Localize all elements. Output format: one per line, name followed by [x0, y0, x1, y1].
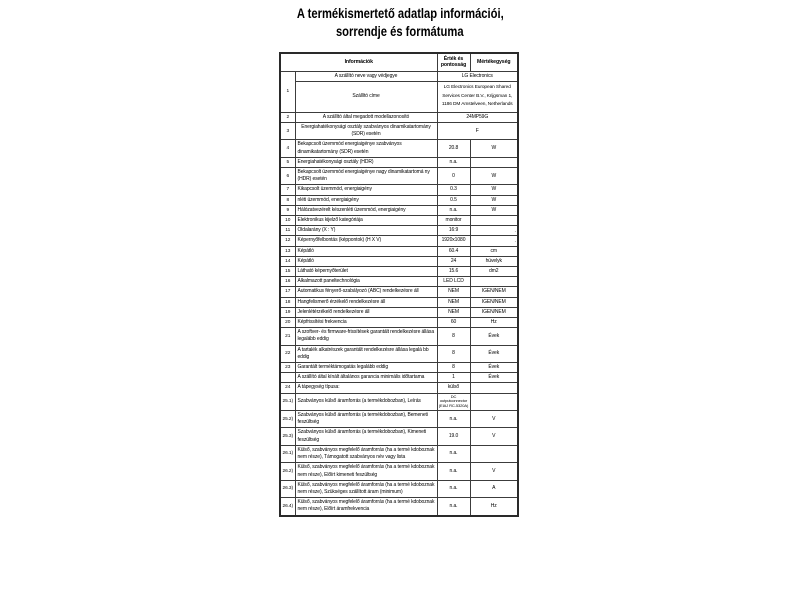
- table-row: [280, 267, 518, 277]
- info-cell: Alkalmazott paneltechnológia: [295, 277, 437, 287]
- table-row: [280, 71, 518, 81]
- table-row: [280, 168, 518, 185]
- value-cell: 8: [437, 328, 470, 345]
- row-number: 4: [280, 140, 295, 157]
- info-cell: Jelenlétérzékelő rendelkezésre áll: [295, 307, 437, 317]
- page-title-line1: A termékismertető adatlap információi,: [296, 5, 504, 21]
- info-cell: Hangfelismerő érzékelő rendelkezésre áll: [295, 297, 437, 307]
- value-cell: n.a.: [437, 480, 470, 497]
- row-number: 20: [280, 318, 295, 328]
- info-cell: Bekapcsolt üzemmód energiaigénye szabványos dinamikatartomány (SDR) esetén: [295, 140, 437, 157]
- info-cell: A tápegység típusa:: [295, 383, 437, 393]
- row-number: 26.3): [280, 480, 295, 497]
- value-cell: 1920x1080: [437, 236, 470, 246]
- table-row: [280, 463, 518, 480]
- value-cell: F: [437, 123, 518, 140]
- info-cell: Automatikus fényerő-szabályozó (ABC) rendelkezésre áll: [295, 287, 437, 297]
- header-value: Érték és pontosság: [437, 53, 470, 71]
- value-cell: 24MP59G: [437, 112, 518, 122]
- table-row: [280, 373, 518, 383]
- unit-cell: A: [470, 480, 518, 497]
- info-cell: Elektronikus kijelző kategóriája: [295, 216, 437, 226]
- info-cell: Bekapcsolt üzemmód energiaigénye nagy dinamikatartomá ny (HDR) esetén: [295, 168, 437, 185]
- row-number: 25.3): [280, 428, 295, 445]
- info-cell: nléti üzemmód, energiaigény: [295, 195, 437, 205]
- info-cell: Oldalarány (X : Y): [295, 226, 437, 236]
- table-row: [280, 140, 518, 157]
- row-number: 21: [280, 328, 295, 345]
- table-row: [280, 363, 518, 373]
- unit-cell: V: [470, 411, 518, 428]
- table-row: [280, 226, 518, 236]
- row-number: 11: [280, 226, 295, 236]
- row-number: [280, 373, 295, 383]
- row-number: 7: [280, 185, 295, 195]
- row-number: 6: [280, 168, 295, 185]
- value-cell: 20.8: [437, 140, 470, 157]
- unit-cell: W: [470, 205, 518, 215]
- header-info: Információk: [280, 53, 437, 71]
- table-row: [280, 123, 518, 140]
- unit-cell: V: [470, 428, 518, 445]
- table-row: [280, 328, 518, 345]
- table-row: [280, 216, 518, 226]
- unit-cell: [470, 445, 518, 462]
- info-cell: Energiahatékonysági osztály (HDR): [295, 157, 437, 167]
- value-cell: 24: [437, 256, 470, 266]
- unit-cell: [470, 383, 518, 393]
- value-cell: NEM: [437, 287, 470, 297]
- table-row: [280, 246, 518, 256]
- unit-cell: [470, 157, 518, 167]
- info-cell: Szabványos külső áramforrás (a termékdobozban), Leírás: [295, 393, 437, 410]
- table-row: [280, 185, 518, 195]
- value-cell: LED LCD: [437, 277, 470, 287]
- info-cell: Szabványos külső áramforrás (a termékdobozban), Bemeneti feszültség: [295, 411, 437, 428]
- table-row: [280, 318, 518, 328]
- unit-cell: [470, 393, 518, 410]
- row-number: 15: [280, 267, 295, 277]
- value-cell: LG Electronics: [437, 71, 518, 81]
- unit-cell: [470, 277, 518, 287]
- value-cell: n.a.: [437, 463, 470, 480]
- table-row: [280, 157, 518, 167]
- unit-cell: -: [470, 236, 518, 246]
- info-cell: Látható képernyőterület: [295, 267, 437, 277]
- info-cell: Külső, szabványos megfelelő áramforrás (ha a termé kdoboznak nem része), Előírt áramfrekvencia: [295, 498, 437, 516]
- value-cell: n.a.: [437, 411, 470, 428]
- row-number: 26.2): [280, 463, 295, 480]
- info-cell: A szállító által megadott modellazonosító: [295, 112, 437, 122]
- unit-cell: V: [470, 463, 518, 480]
- row-number: 25.1): [280, 393, 295, 410]
- table-row: [280, 411, 518, 428]
- row-number: 3: [280, 123, 295, 140]
- table-row: [280, 297, 518, 307]
- row-number: 26.4): [280, 498, 295, 516]
- unit-cell: Hz: [470, 498, 518, 516]
- unit-cell: W: [470, 140, 518, 157]
- table-row: [280, 205, 518, 215]
- row-number: 16: [280, 277, 295, 287]
- unit-cell: IGEN/NEM: [470, 287, 518, 297]
- table-row: [280, 82, 518, 113]
- unit-cell: hüvelyk: [470, 256, 518, 266]
- table-row: [280, 195, 518, 205]
- table-row: [280, 287, 518, 297]
- table-row: [280, 236, 518, 246]
- value-cell: 60.4: [437, 246, 470, 256]
- info-cell: Külső, szabványos megfelelő áramforrás (ha a termé kdoboznak nem része), Támogatott szabványos név vagy lista: [295, 445, 437, 462]
- info-cell: A tartalék alkatrészek garantált rendelkezésre állása legalá bb eddig: [295, 345, 437, 362]
- datasheet-body: [280, 71, 518, 515]
- table-header-row: [280, 53, 518, 71]
- row-number: 25.2): [280, 411, 295, 428]
- value-cell: 8: [437, 345, 470, 362]
- table-row: [280, 445, 518, 462]
- table-row: [280, 393, 518, 410]
- page-title-line2: sorrendje és formátuma: [336, 23, 464, 39]
- value-cell: NEM: [437, 307, 470, 317]
- value-cell: n.a.: [437, 445, 470, 462]
- table-row: [280, 383, 518, 393]
- value-cell: 1: [437, 373, 470, 383]
- unit-cell: W: [470, 195, 518, 205]
- unit-cell: cm: [470, 246, 518, 256]
- value-cell: 0.5: [437, 195, 470, 205]
- row-number: 10: [280, 216, 295, 226]
- row-number: 12: [280, 236, 295, 246]
- info-cell: Energiahatékonysági osztály szabványos dinamikatartomány (SDR) esetén: [295, 123, 437, 140]
- info-cell: Kikapcsolt üzemmód, energiaigény: [295, 185, 437, 195]
- row-number: 14: [280, 256, 295, 266]
- info-cell: Képátló: [295, 256, 437, 266]
- row-number: 13: [280, 246, 295, 256]
- unit-cell: IGEN/NEM: [470, 307, 518, 317]
- value-cell: külső: [437, 383, 470, 393]
- info-cell: Képernyőfelbontás (képpontok) (H X V): [295, 236, 437, 246]
- value-cell: n.a.: [437, 205, 470, 215]
- row-number: 19: [280, 307, 295, 317]
- info-cell: Külső, szabványos megfelelő áramforrás (ha a termé kdoboznak nem része), Szükséges szállított áram (minimum): [295, 480, 437, 497]
- table-row: [280, 277, 518, 287]
- unit-cell: W: [470, 185, 518, 195]
- info-cell: Hálózatvezérelt készenléti üzemmód, energiaigény: [295, 205, 437, 215]
- row-number: 22: [280, 345, 295, 362]
- table-row: [280, 112, 518, 122]
- unit-cell: dm2: [470, 267, 518, 277]
- info-cell: Garantált terméktámogatás legalább eddig: [295, 363, 437, 373]
- unit-cell: IGEN/NEM: [470, 297, 518, 307]
- page-title: [0, 4, 800, 40]
- product-datasheet-table: [279, 52, 519, 517]
- row-number: 23: [280, 363, 295, 373]
- info-cell: Szabványos külső áramforrás (a termékdobozban), Kimeneti feszültség: [295, 428, 437, 445]
- value-cell: 19.0: [437, 428, 470, 445]
- row-number: 2: [280, 112, 295, 122]
- row-number: 5: [280, 157, 295, 167]
- unit-cell: Évek: [470, 363, 518, 373]
- value-cell: n.a.: [437, 498, 470, 516]
- table-row: [280, 428, 518, 445]
- unit-cell: Évek: [470, 373, 518, 383]
- table-row: [280, 256, 518, 266]
- unit-cell: Évek: [470, 328, 518, 345]
- header-unit: Mértékegység: [470, 53, 518, 71]
- value-cell: monitor: [437, 216, 470, 226]
- value-cell: 0: [437, 168, 470, 185]
- unit-cell: Évek: [470, 345, 518, 362]
- table-row: [280, 307, 518, 317]
- value-cell: 60: [437, 318, 470, 328]
- table-row: [280, 480, 518, 497]
- unit-cell: -: [470, 226, 518, 236]
- value-cell: 0.3: [437, 185, 470, 195]
- row-number: 18: [280, 297, 295, 307]
- value-cell: 16:9: [437, 226, 470, 236]
- unit-cell: Hz: [470, 318, 518, 328]
- unit-cell: W: [470, 168, 518, 185]
- value-cell: NEM: [437, 297, 470, 307]
- table-row: [280, 498, 518, 516]
- value-cell: n.a.: [437, 157, 470, 167]
- value-cell: DC outputconnector (EIAJ RC-5320A): [437, 393, 470, 410]
- value-cell: LG Electronics European Shared Services Center B.V., Krijgsman 1, 1186 DM Amstelveen, Netherlands: [437, 82, 518, 113]
- row-number: 9: [280, 205, 295, 215]
- info-cell: Képfrissítési frekvencia: [295, 318, 437, 328]
- row-number: 1: [280, 71, 295, 112]
- value-cell: 8: [437, 363, 470, 373]
- row-number: 8: [280, 195, 295, 205]
- info-cell: A szállító által kínált általános garancia minimális időtartama: [295, 373, 437, 383]
- row-number: 26.1): [280, 445, 295, 462]
- value-cell: 15.6: [437, 267, 470, 277]
- unit-cell: [470, 216, 518, 226]
- info-cell: Képátló: [295, 246, 437, 256]
- row-number: 17: [280, 287, 295, 297]
- info-cell: Szállító címe: [295, 82, 437, 113]
- info-cell: A szoftver- és firmware-frissítések garantált rendelkezésre állása legalább eddig: [295, 328, 437, 345]
- info-cell: A szállító neve vagy védjegye: [295, 71, 437, 81]
- row-number: 24: [280, 383, 295, 393]
- table-row: [280, 345, 518, 362]
- info-cell: Külső, szabványos megfelelő áramforrás (ha a termé kdoboznak nem része), Előírt kimeneti feszültség: [295, 463, 437, 480]
